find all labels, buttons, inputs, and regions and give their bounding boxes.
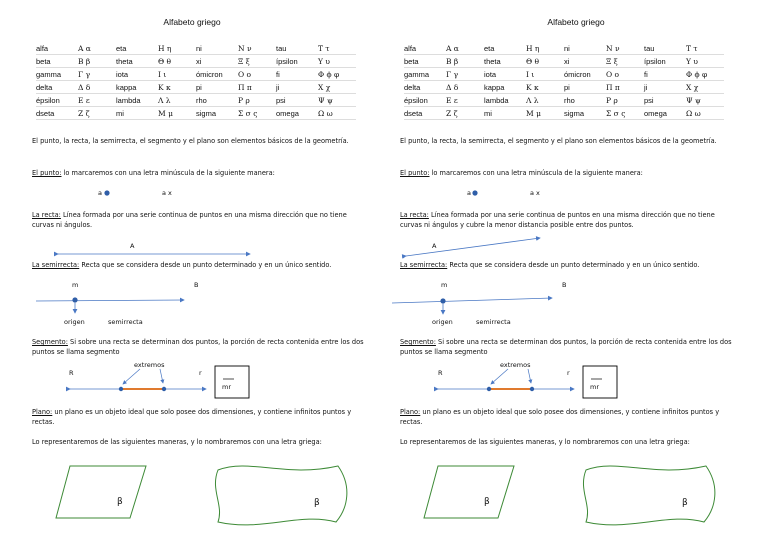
greek-letter-name: delta xyxy=(36,81,78,94)
greek-letter-name: mi xyxy=(484,107,526,120)
recta-line xyxy=(406,238,540,256)
semirrecta-origin-dot xyxy=(440,298,445,303)
punto-label-ax: a x xyxy=(162,189,172,197)
semirrecta-origin-dot xyxy=(72,297,77,302)
semirrecta-line xyxy=(392,298,552,303)
greek-letter-glyph: Χ χ xyxy=(686,81,724,94)
plano-beta-2: β xyxy=(682,498,688,508)
segmento-notation-box xyxy=(215,366,249,398)
plano-heading: Plano: xyxy=(400,408,421,416)
punto-text: lo marcaremos con una letra minúscula de la siguiente manera: xyxy=(63,169,275,177)
greek-letter-glyph: Β β xyxy=(78,55,116,68)
greek-letter-name: ípsilon xyxy=(276,55,318,68)
semirrecta-caption: semirrecta xyxy=(108,318,143,326)
greek-letter-glyph: Δ δ xyxy=(78,81,116,94)
greek-letter-glyph: Ζ ζ xyxy=(78,107,116,120)
extremos-arrow-right xyxy=(528,369,531,383)
plano-beta-1: β xyxy=(484,497,490,507)
greek-letter-glyph: Λ λ xyxy=(526,94,564,107)
segmento-extremos-label: extremos xyxy=(500,361,531,369)
semirrecta-origen-label: origen xyxy=(432,318,453,326)
punto-dot xyxy=(472,190,477,195)
segmento-heading: Segmento: xyxy=(400,338,436,346)
greek-letter-name: pi xyxy=(196,81,238,94)
segmento-text: Si sobre una recta se determinan dos puntos, la porción de recta contenida entre los dos puntos se llama segmento xyxy=(400,338,732,356)
greek-letter-name: theta xyxy=(116,55,158,68)
greek-letter-name: gamma xyxy=(404,68,446,81)
intro-paragraph: El punto, la recta, la semirrecta, el segmento y el plano son elementos básicos de la geometría. xyxy=(32,137,349,145)
greek-letter-glyph: Ν ν xyxy=(238,42,276,55)
segmento-label-r-left: R xyxy=(438,369,443,377)
greek-letter-glyph: Π π xyxy=(238,81,276,94)
greek-letter-glyph: Ψ ψ xyxy=(318,94,356,107)
representar-paragraph: Lo representaremos de las siguientes maneras, y lo nombraremos con una letra griega: xyxy=(400,438,690,446)
greek-letter-name: tau xyxy=(644,42,686,55)
semirrecta-label-b: B xyxy=(194,281,199,289)
punto-dot xyxy=(104,190,109,195)
greek-letter-name: tau xyxy=(276,42,318,55)
greek-letter-glyph: Χ χ xyxy=(318,81,356,94)
greek-letter-glyph: Φ ϕ φ xyxy=(686,68,724,81)
greek-letter-glyph: Α α xyxy=(78,42,116,55)
greek-letter-name: beta xyxy=(404,55,446,68)
plano-text: un plano es un objeto ideal que solo posee dos dimensiones, y contiene infinitos puntos y rectas. xyxy=(32,408,352,426)
greek-letter-name: eta xyxy=(484,42,526,55)
greek-letter-name: xi xyxy=(196,55,238,68)
greek-letter-glyph: Μ μ xyxy=(526,107,564,120)
segmento-heading: Segmento: xyxy=(32,338,68,346)
semirrecta-label-b: B xyxy=(562,281,567,289)
greek-letter-name: fi xyxy=(644,68,686,81)
greek-letter-name: ni xyxy=(196,42,238,55)
greek-letter-name: omega xyxy=(276,107,318,120)
greek-letter-name: ómicron xyxy=(196,68,238,81)
segmento-box-label: mr xyxy=(222,383,232,391)
segmento-label-r-right: r xyxy=(567,369,570,377)
greek-letter-glyph: Ν ν xyxy=(606,42,644,55)
greek-letter-name: fi xyxy=(276,68,318,81)
page-title: Alfabeto griego xyxy=(163,17,221,27)
greek-letter-glyph: Μ μ xyxy=(158,107,196,120)
punto-label-ax: a x xyxy=(530,189,540,197)
greek-letter-name: eta xyxy=(116,42,158,55)
plano-parallelogram xyxy=(56,466,146,518)
semirrecta-origen-label: origen xyxy=(64,318,85,326)
greek-letter-glyph: Ξ ξ xyxy=(238,55,276,68)
greek-letter-glyph: Γ γ xyxy=(78,68,116,81)
recta-label: A xyxy=(130,242,135,250)
greek-letter-name: theta xyxy=(484,55,526,68)
recta-text: Línea formada por una serie continua de puntos en una misma dirección que no tiene curvas ni ángulos y cubre la menor distancia posible entre dos puntos. xyxy=(400,211,715,229)
greek-letter-name: alfa xyxy=(404,42,446,55)
segmento-box-label: mr xyxy=(590,383,600,391)
plano-beta-1: β xyxy=(117,497,123,507)
punto-heading: El punto: xyxy=(32,169,62,177)
greek-letter-glyph: Τ τ xyxy=(318,42,356,55)
segmento-endpoint-left xyxy=(487,387,491,391)
extremos-arrow-left xyxy=(491,369,508,384)
greek-letter-glyph: Η η xyxy=(526,42,564,55)
greek-letter-glyph: Ω ω xyxy=(686,107,724,120)
greek-letter-glyph: Ι ι xyxy=(526,68,564,81)
representar-paragraph: Lo representaremos de las siguientes maneras, y lo nombraremos con una letra griega: xyxy=(32,438,322,446)
segmento-text: Si sobre una recta se determinan dos puntos, la porción de recta contenida entre los dos puntos se llama segmento xyxy=(32,338,364,356)
semirrecta-heading: La semirrecta: xyxy=(400,261,448,269)
greek-letter-glyph: Κ κ xyxy=(158,81,196,94)
semirrecta-line xyxy=(36,300,184,301)
greek-letter-name: mi xyxy=(116,107,158,120)
greek-letter-glyph: Ω ω xyxy=(318,107,356,120)
punto-label-a: a xyxy=(467,189,471,197)
greek-letter-name: kappa xyxy=(484,81,526,94)
greek-letter-glyph: Η η xyxy=(158,42,196,55)
greek-letter-glyph: Ι ι xyxy=(158,68,196,81)
segmento-label-r-right: r xyxy=(199,369,202,377)
greek-letter-glyph: Θ θ xyxy=(526,55,564,68)
greek-letter-name: beta xyxy=(36,55,78,68)
plano-beta-2: β xyxy=(314,498,320,508)
plano-parallelogram xyxy=(424,466,514,518)
greek-letter-name: alfa xyxy=(36,42,78,55)
greek-letter-glyph: Δ δ xyxy=(446,81,484,94)
greek-letter-glyph: Γ γ xyxy=(446,68,484,81)
greek-letter-glyph: Θ θ xyxy=(158,55,196,68)
segmento-label-r-left: R xyxy=(69,369,74,377)
greek-letter-glyph: Ψ ψ xyxy=(686,94,724,107)
semirrecta-label-m: m xyxy=(72,281,79,289)
segmento-endpoint-right xyxy=(530,387,534,391)
greek-letter-name: ómicron xyxy=(564,68,606,81)
page-title: Alfabeto griego xyxy=(547,17,605,27)
greek-letter-glyph: Β β xyxy=(446,55,484,68)
intro-paragraph: El punto, la recta, la semirrecta, el segmento y el plano son elementos básicos de la geometría. xyxy=(400,137,717,145)
greek-letter-glyph: Ο ο xyxy=(238,68,276,81)
greek-letter-glyph: Ξ ξ xyxy=(606,55,644,68)
greek-letter-name: dseta xyxy=(36,107,78,120)
greek-letter-name: delta xyxy=(404,81,446,94)
greek-letter-name: gamma xyxy=(36,68,78,81)
greek-letter-name: sigma xyxy=(564,107,606,120)
greek-letter-name: ni xyxy=(564,42,606,55)
semirrecta-text: Recta que se considera desde un punto determinado y en un único sentido. xyxy=(449,261,700,269)
greek-letter-glyph: Ζ ζ xyxy=(446,107,484,120)
greek-letter-glyph: Τ τ xyxy=(686,42,724,55)
greek-letter-name: psi xyxy=(644,94,686,107)
greek-letter-name: ji xyxy=(276,81,318,94)
geometry-figures xyxy=(384,0,768,543)
greek-letter-name: épsilon xyxy=(36,94,78,107)
greek-letter-glyph: Κ κ xyxy=(526,81,564,94)
greek-letter-name: épsilon xyxy=(404,94,446,107)
greek-letter-name: psi xyxy=(276,94,318,107)
greek-letter-glyph: Ρ ρ xyxy=(606,94,644,107)
punto-label-a: a xyxy=(98,189,102,197)
greek-letter-name: kappa xyxy=(116,81,158,94)
greek-letter-glyph: Π π xyxy=(606,81,644,94)
segmento-extremos-label: extremos xyxy=(134,361,165,369)
plano-heading: Plano: xyxy=(32,408,53,416)
semirrecta-text: Recta que se considera desde un punto determinado y en un único sentido. xyxy=(81,261,332,269)
greek-letter-name: sigma xyxy=(196,107,238,120)
extremos-arrow-right xyxy=(160,369,163,383)
punto-text: lo marcaremos con una letra minúscula de la siguiente manera: xyxy=(431,169,643,177)
greek-letter-name: dseta xyxy=(404,107,446,120)
semirrecta-label-m: m xyxy=(441,281,448,289)
segmento-notation-box xyxy=(583,366,617,398)
greek-letter-glyph: Ε ε xyxy=(446,94,484,107)
punto-heading: El punto: xyxy=(400,169,430,177)
greek-letter-name: pi xyxy=(564,81,606,94)
greek-letter-name: xi xyxy=(564,55,606,68)
greek-letter-name: rho xyxy=(196,94,238,107)
plano-wavy-shape xyxy=(583,466,714,525)
greek-letter-glyph: Υ υ xyxy=(318,55,356,68)
greek-letter-name: ji xyxy=(644,81,686,94)
greek-letter-glyph: Α α xyxy=(446,42,484,55)
greek-letter-glyph: Ε ε xyxy=(78,94,116,107)
plano-wavy-shape xyxy=(215,466,346,525)
greek-letter-glyph: Σ σ ς xyxy=(606,107,644,120)
recta-heading: La recta: xyxy=(400,211,429,219)
greek-letter-glyph: Ο ο xyxy=(606,68,644,81)
greek-letter-glyph: Σ σ ς xyxy=(238,107,276,120)
extremos-arrow-left xyxy=(123,369,140,384)
semirrecta-heading: La semirrecta: xyxy=(32,261,80,269)
greek-letter-name: lambda xyxy=(484,94,526,107)
greek-letter-name: omega xyxy=(644,107,686,120)
greek-letter-glyph: Υ υ xyxy=(686,55,724,68)
greek-letter-name: lambda xyxy=(116,94,158,107)
plano-text: un plano es un objeto ideal que solo posee dos dimensiones, y contiene infinitos puntos y rectas. xyxy=(400,408,720,426)
greek-letter-glyph: Λ λ xyxy=(158,94,196,107)
recta-heading: La recta: xyxy=(32,211,61,219)
segmento-endpoint-left xyxy=(119,387,123,391)
greek-letter-name: rho xyxy=(564,94,606,107)
segmento-endpoint-right xyxy=(162,387,166,391)
greek-letter-glyph: Φ ϕ φ xyxy=(318,68,356,81)
greek-letter-name: iota xyxy=(116,68,158,81)
greek-letter-name: ípsilon xyxy=(644,55,686,68)
recta-label: A xyxy=(432,242,437,250)
greek-letter-glyph: Ρ ρ xyxy=(238,94,276,107)
semirrecta-caption: semirrecta xyxy=(476,318,511,326)
recta-text: Línea formada por una serie continua de puntos en una misma dirección que no tiene curvas ni ángulos. xyxy=(32,211,347,229)
greek-letter-name: iota xyxy=(484,68,526,81)
page-right xyxy=(384,0,768,543)
